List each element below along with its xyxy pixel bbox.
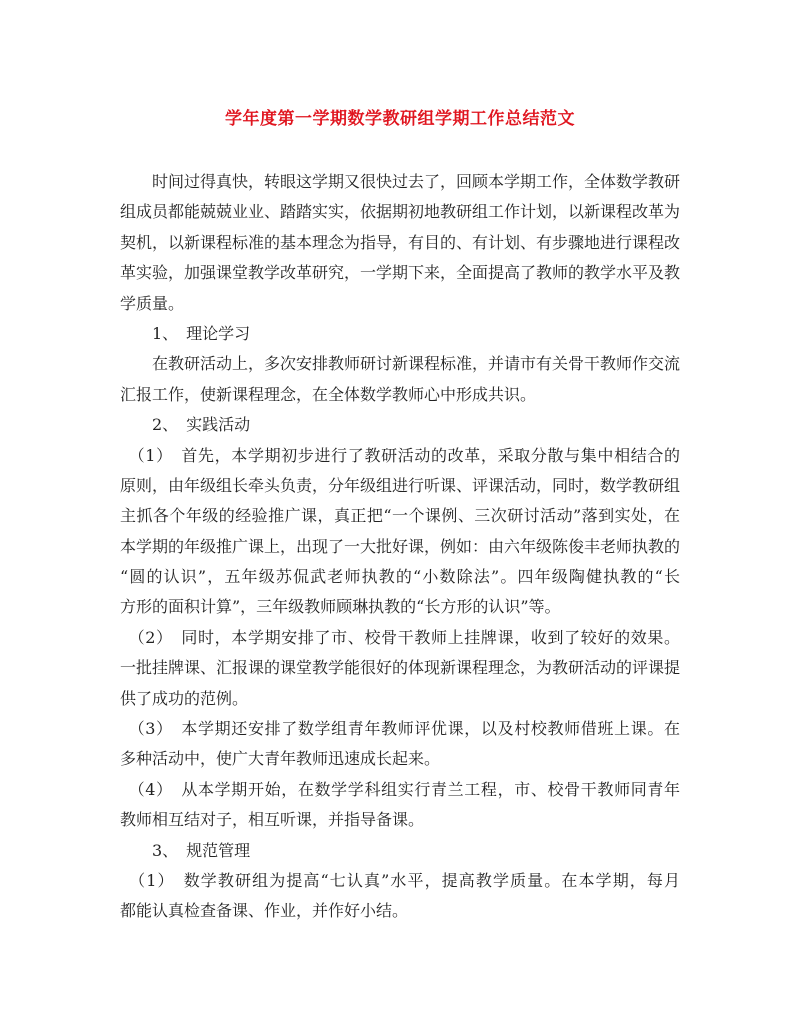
text-line: （1） 首先，本学期初步进行了教研活动的改革，采取分散与集中相结合的: [120, 445, 680, 465]
text-line: （1） 数学教研组为提高“七认真”水平，提高教学质量。在本学期，每月: [120, 870, 680, 890]
text-line: 主抓各个年级的经验推广课，真正把“一个课例、三次研讨活动”落到实处，在: [120, 506, 680, 526]
text-line: 学质量。: [120, 293, 185, 313]
text-line: 3、 规范管理: [120, 840, 251, 860]
document-title: 学年度第一学期数学教研组学期工作总结范文: [225, 109, 575, 129]
paragraph: [120, 349, 680, 410]
paragraph: [120, 623, 680, 714]
text-line: （2） 同时，本学期安排了市、校骨干教师上挂牌课，收到了较好的效果。: [120, 627, 680, 647]
document-body: [120, 167, 680, 927]
text-line: 1、 理论学习: [120, 323, 251, 343]
text-line: 教师相互结对子，相互听课，并指导备课。: [120, 810, 425, 830]
text-line: 本学期的年级推广课上，出现了一大批好课，例如：由六年级陈俊丰老师执教的: [120, 536, 680, 556]
paragraph: [120, 836, 680, 866]
paragraph: [120, 714, 680, 775]
paragraph: [120, 866, 680, 927]
text-line: 方形的面积计算”，三年级教师顾琳执教的“长方形的认识”等。: [120, 597, 561, 617]
text-line: 汇报工作，使新课程理念，在全体数学教师心中形成共识。: [120, 384, 537, 404]
text-line: 组成员都能兢兢业业、踏踏实实，依据期初地教研组工作计划，以新课程改革为: [120, 202, 680, 222]
paragraph: [120, 167, 680, 319]
text-line: 原则，由年级组长牵头负责，分年级组进行听课、评课活动，同时，数学教研组: [120, 475, 680, 495]
text-line: 2、 实践活动: [120, 415, 251, 435]
text-line: 一批挂牌课、汇报课的课堂教学能很好的体现新课程理念，为教研活动的评课提: [120, 658, 680, 678]
text-line: 供了成功的范例。: [120, 688, 249, 708]
text-line: 契机，以新课程标准的基本理念为指导，有目的、有计划、有步骤地进行课程改: [120, 232, 680, 252]
text-line: （4） 从本学期开始，在数学学科组实行青兰工程，市、校骨干教师同青年: [120, 779, 680, 799]
text-line: 革实验，加强课堂教学改革研究，一学期下来，全面提高了教师的教学水平及教: [120, 263, 680, 283]
text-line: （3） 本学期还安排了数学组青年教师评优课，以及村校教师借班上课。在: [120, 719, 680, 739]
text-line: 在教研活动上，多次安排教师研讨新课程标准，并请市有关骨干教师作交流: [120, 354, 680, 374]
paragraph: [120, 410, 680, 440]
text-line: 都能认真检查备课、作业，并作好小结。: [120, 901, 409, 921]
paragraph: [120, 441, 680, 623]
paragraph: [120, 775, 680, 836]
text-line: 多种活动中，使广大青年教师迅速成长起来。: [120, 749, 441, 769]
paragraph: [120, 319, 680, 349]
text-line: 时间过得真快，转眼这学期又很快过去了，回顾本学期工作，全体数学教研: [120, 172, 680, 191]
text-line: “圆的认识”，五年级苏侃武老师执教的“小数除法”。四年级陶健执教的“长: [120, 567, 680, 587]
